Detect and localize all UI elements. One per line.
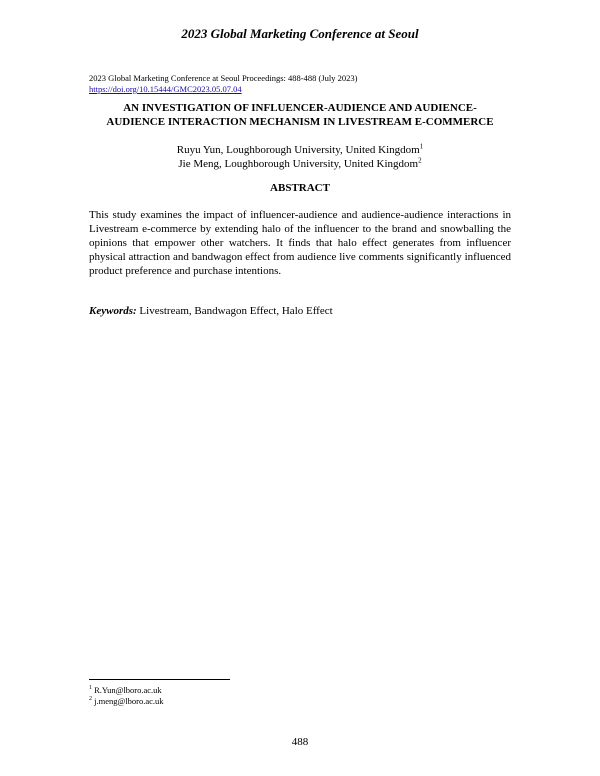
title-line-1: AN INVESTIGATION OF INFLUENCER-AUDIENCE AND AUDIENCE- [123,102,477,114]
abstract-body: This study examines the impact of influencer-audience and audience-audience interactions in Livestream e-commerce by extending halo of the influencer to the brand and snowballing the opinions that empower other watchers. It finds that halo effect generates from influencer physical attraction and bandwagon effect from audience live comments significantly influenced product preference and purchase intentions. [89,209,511,277]
abstract-heading: ABSTRACT [270,182,330,194]
paper-title [60,101,540,129]
footnote-divider [89,679,230,680]
author-1 [0,144,600,158]
keywords [89,304,333,318]
conference-header: 2023 Global Marketing Conference at Seoul [181,26,419,41]
keywords-label: Keywords: [89,305,137,317]
author-2-footnote-mark: 2 [418,155,422,164]
author-2 [0,155,600,172]
proceedings-citation: 2023 Global Marketing Conference at Seoul Proceedings: 488-488 (July 2023) [89,73,358,83]
footnote-1-mark: 1 [89,685,92,692]
doi-link[interactable]: https://doi.org/10.15444/GMC2023.05.07.04 [89,84,242,94]
keywords-text: Livestream, Bandwagon Effect, Halo Effect [139,305,333,317]
title-line-2: AUDIENCE INTERACTION MECHANISM IN LIVESTREAM E-COMMERCE [106,116,494,128]
author-1-affiliation: Ruyu Yun, Loughborough University, United Kingdom [176,144,420,156]
author-1-footnote-mark: 1 [419,142,424,151]
footnote-1 [89,685,164,696]
footnote-2-mark: 2 [89,696,92,703]
footnote-1-email: R.Yun@lboro.ac.uk [94,685,162,695]
page-number: 488 [291,736,309,748]
author-list [0,144,600,171]
footnote-2-email: j.meng@lboro.ac.uk [94,696,164,706]
author-2-affiliation: Jie Meng, Loughborough University, United Kingdom [178,157,419,170]
proceedings-info [89,73,357,95]
footnote-2 [89,696,164,707]
footnotes [89,685,164,707]
